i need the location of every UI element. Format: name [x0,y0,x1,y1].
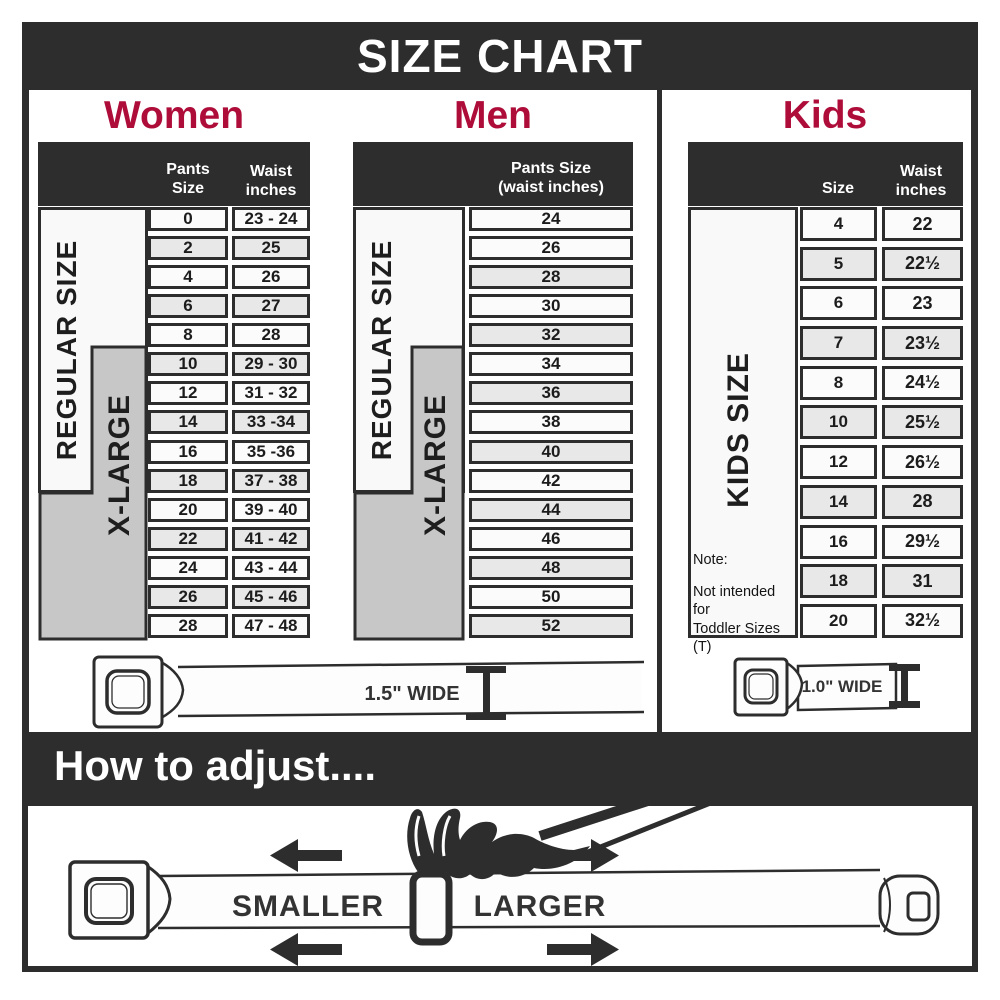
table-row: 40 [469,440,633,464]
men-kids-divider [657,90,662,732]
frame-right-border [971,90,978,732]
kids-belt-illustration [690,648,970,728]
page-title: SIZE CHART [357,30,643,82]
adult-belt-illustration [60,650,645,738]
table-row: 14 28 [800,485,963,519]
table-row: 6 23 [800,286,963,320]
women-col-waist: Waist inches [245,163,297,200]
men-table-header [353,142,633,206]
women-col-pants-size: Pants Size [166,161,210,198]
belt-tail-line [540,806,700,836]
kids-col-size: Size [821,180,854,198]
women-heading: Women [103,94,245,137]
seatbelt-buckle-icon [94,657,183,727]
men-col-pants-size: Pants Size (waist inches) [498,160,604,197]
table-row: 38 [469,410,633,434]
title-banner [22,22,978,90]
table-row: 8 28 [148,323,310,347]
table-row: 12 31 - 32 [148,381,310,405]
table-row: 22 41 - 42 [148,527,310,551]
table-row: 50 [469,585,633,609]
kids-size-table [800,207,963,638]
kids-col-waist: Waist inches [895,163,947,200]
seatbelt-buckle-icon [735,659,802,715]
table-row: 20 39 - 40 [148,498,310,522]
table-row: 6 27 [148,294,310,318]
table-row: 30 [469,294,633,318]
table-row: 5 22½ [800,247,963,281]
table-row: 46 [469,527,633,551]
smaller-label: SMALLER [232,890,384,923]
frame-left-border [22,90,29,732]
table-row: 18 37 - 38 [148,469,310,493]
table-row: 42 [469,469,633,493]
seatbelt-buckle-icon [70,862,170,938]
table-row: 36 [469,381,633,405]
kids-belt-width-label: 1.0" WIDE [801,677,883,696]
table-row: 44 [469,498,633,522]
kids-size-label: KIDS SIZE [722,352,756,508]
table-row: 52 [469,614,633,638]
women-size-table [148,207,310,638]
belt-adjuster-icon [413,874,449,942]
table-row: 26 45 - 46 [148,585,310,609]
adjust-section-header [22,732,978,800]
table-row: 32 [469,323,633,347]
table-row: 7 23½ [800,326,963,360]
table-row: 10 25½ [800,405,963,439]
adjust-heading: How to adjust.... [54,742,376,789]
adjust-illustration [28,806,972,966]
table-row: 4 22 [800,207,963,241]
kids-heading: Kids [782,94,868,137]
belt-latch-icon [880,876,938,934]
table-row: 26 [469,236,633,260]
table-row: 48 [469,556,633,580]
men-xlarge-label: X-LARGE [419,393,452,536]
table-row: 16 29½ [800,525,963,559]
women-xlarge-label: X-LARGE [103,393,136,536]
table-row: 4 26 [148,265,310,289]
table-row: 18 31 [800,564,963,598]
larger-label: LARGER [473,890,607,923]
table-row: 20 32½ [800,604,963,638]
women-table-header [38,142,310,206]
women-regular-label: REGULAR SIZE [51,239,82,461]
table-row: 28 47 - 48 [148,614,310,638]
table-row: 0 23 - 24 [148,207,310,231]
adult-belt-width-label: 1.5" WIDE [364,683,460,705]
table-row: 8 24½ [800,366,963,400]
adjust-illustration-box [22,800,978,972]
kids-table-header [688,142,963,206]
men-regular-label: REGULAR SIZE [366,239,397,461]
men-size-table [469,207,633,638]
table-row: 24 43 - 44 [148,556,310,580]
table-row: 14 33 -34 [148,410,310,434]
table-row: 2 25 [148,236,310,260]
kids-note: Note: Not intended for Toddler Sizes (T) [693,552,781,656]
table-row: 24 [469,207,633,231]
table-row: 10 29 - 30 [148,352,310,376]
table-row: 28 [469,265,633,289]
men-heading: Men [454,94,532,137]
table-row: 16 35 -36 [148,440,310,464]
table-row: 12 26½ [800,445,963,479]
table-row: 34 [469,352,633,376]
hand-icon [407,809,590,879]
